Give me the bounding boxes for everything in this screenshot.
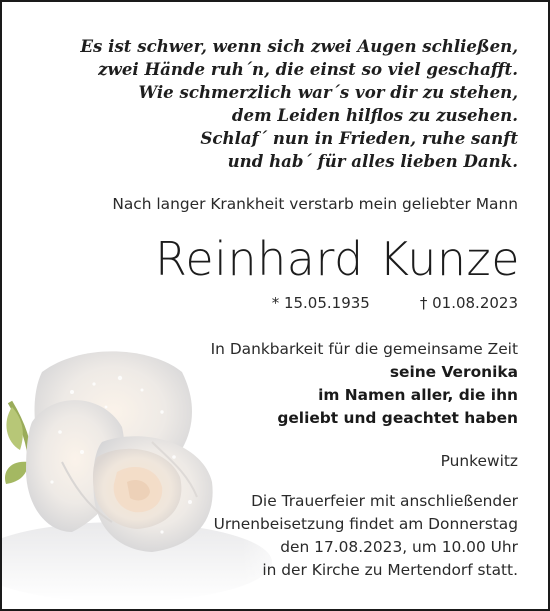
poem-line: zwei Hände ruh´n, die einst so viel geschafft. (98, 59, 518, 79)
funeral-line: Die Trauerfeier mit anschließender (251, 492, 518, 510)
life-dates (272, 294, 518, 312)
mourner-line: im Namen aller, die ihn (318, 386, 518, 404)
mourner-name: seine Veronika (389, 363, 518, 381)
deceased-name: Reinhard Kunze (154, 232, 520, 286)
poem (80, 35, 518, 173)
funeral-info (214, 490, 518, 582)
mourner-line: geliebt und geachtet haben (277, 409, 518, 427)
death-date: † 01.08.2023 (419, 294, 518, 312)
funeral-line: Urnenbeisetzung findet am Donnerstag (213, 515, 518, 533)
poem-line: Schlaf´ nun in Frieden, ruhe sanft (200, 128, 518, 148)
birth-date: * 15.05.1935 (271, 294, 370, 312)
intro-text: Nach langer Krankheit verstarb mein geliebter Mann (112, 195, 518, 213)
place-name: Punkewitz (440, 452, 518, 470)
poem-line: Wie schmerzlich war´s vor dir zu stehen, (138, 82, 518, 102)
poem-line: Es ist schwer, wenn sich zwei Augen schließen, (80, 36, 518, 56)
funeral-line: den 17.08.2023, um 10.00 Uhr (280, 538, 518, 556)
funeral-line: in der Kirche zu Mertendorf statt. (262, 561, 518, 579)
thanks-block (211, 338, 518, 430)
thanks-line: In Dankbarkeit für die gemeinsame Zeit (210, 340, 518, 358)
poem-line: und hab´ für alles lieben Dank. (227, 151, 518, 171)
poem-line: dem Leiden hilflos zu zusehen. (231, 105, 518, 125)
